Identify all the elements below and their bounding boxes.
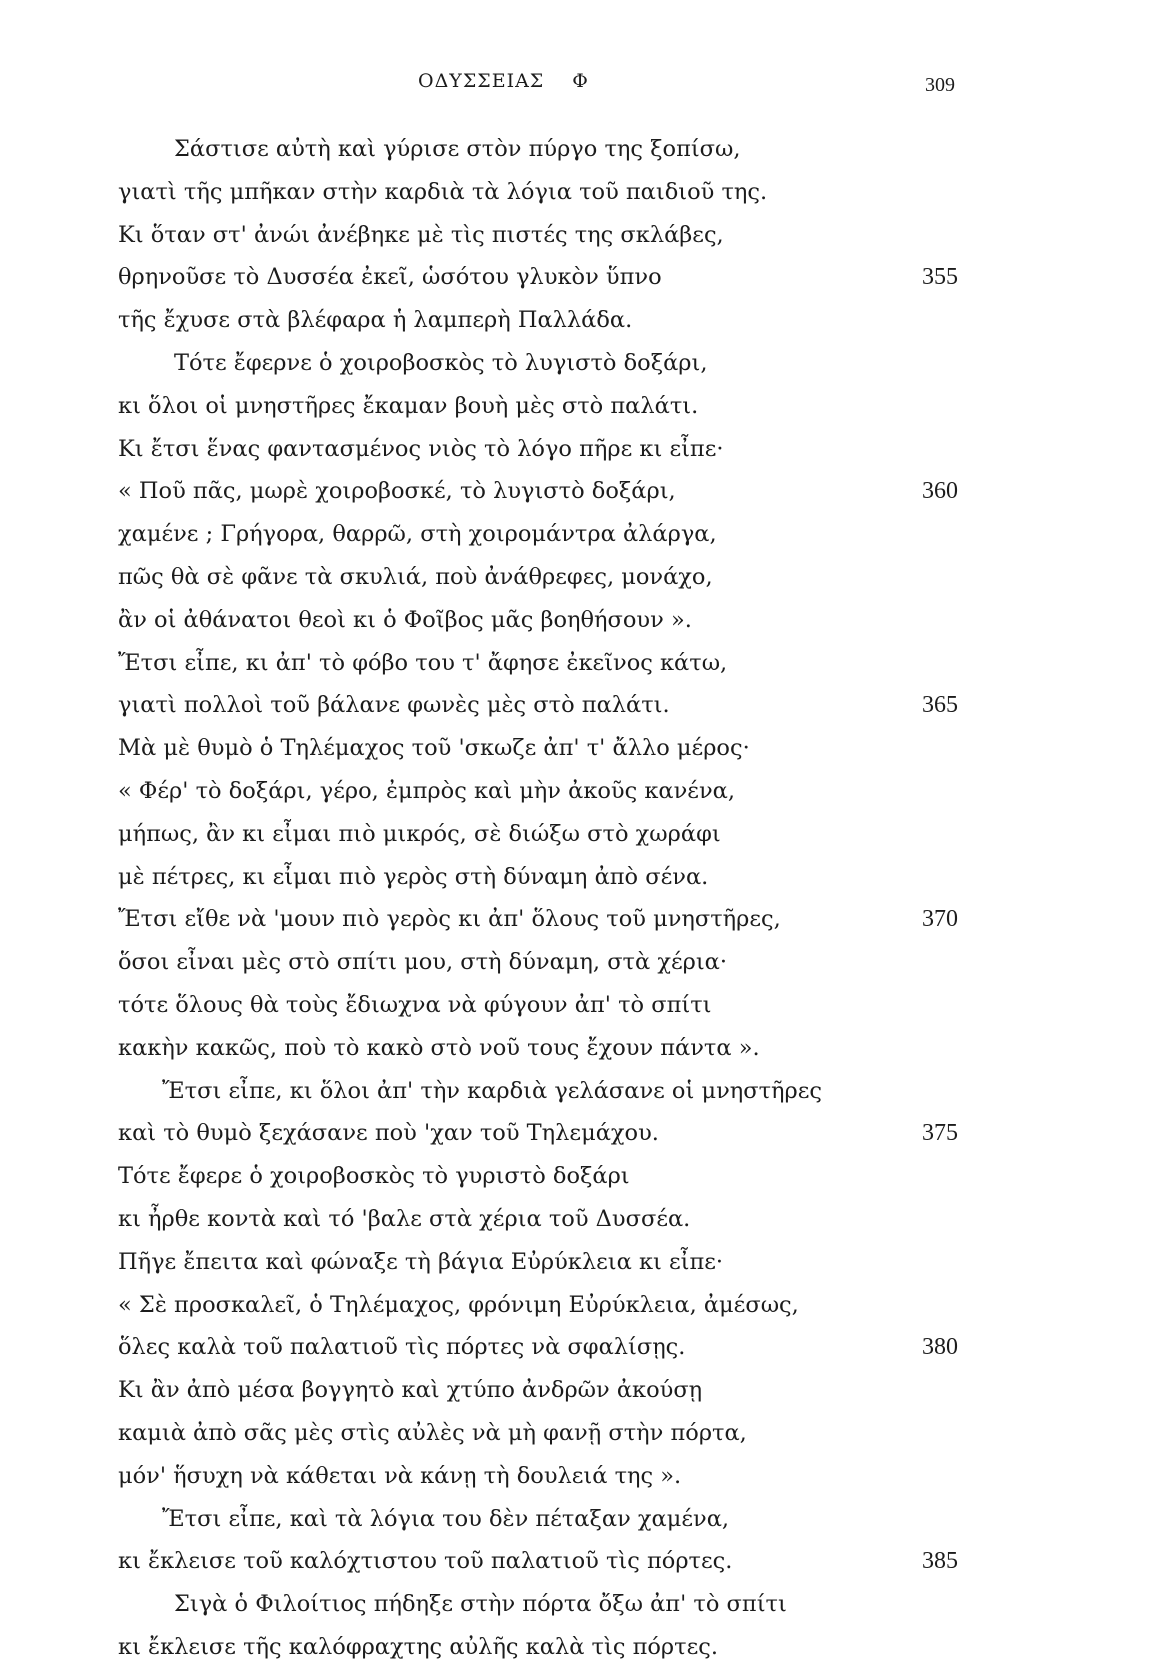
line-number: 375	[922, 1120, 958, 1147]
verse-line-text: κι ὅλοι οἱ μνηστῆρες ἔκαμαν βουὴ μὲς στὸ παλάτι.	[118, 392, 699, 419]
verse-line	[118, 1540, 958, 1583]
line-number: 360	[922, 478, 958, 505]
verse-line-text: καὶ τὸ θυμὸ ξεχάσανε ποὺ 'χαν τοῦ Τηλεμάχου.	[118, 1120, 659, 1147]
verse-line	[118, 599, 958, 642]
verse-line	[118, 1369, 958, 1412]
verse-line-text: Σιγὰ ὁ Φιλοίτιος πήδηξε στὴν πόρτα ὄξω ἀπ' τὸ σπίτι	[174, 1591, 787, 1618]
running-head	[418, 70, 589, 92]
verse-line	[118, 684, 958, 727]
verse-line-text: τότε ὅλους θὰ τοὺς ἔδιωχνα νὰ φύγουν ἀπ' τὸ σπίτι	[118, 991, 712, 1018]
verse-line	[118, 1583, 958, 1626]
verse-line	[118, 642, 958, 685]
verse-line	[118, 428, 958, 471]
verse-line-text: « Σὲ προσκαλεῖ, ὁ Τηλέμαχος, φρόνιμη Εὐρύκλεια, ἀμέσως,	[118, 1291, 799, 1318]
running-title: ΟΔΥΣΣΕΙΑΣ	[418, 70, 545, 92]
verse-line-text: ἂν οἱ ἀθάνατοι θεοὶ κι ὁ Φοῖβος μᾶς βοηθήσουν ».	[118, 606, 692, 633]
verse-line-text: Σάστισε αὐτὴ καὶ γύρισε στὸν πύργο της ξοπίσω,	[174, 136, 741, 162]
page-number: 309	[925, 74, 955, 96]
line-number: 370	[922, 906, 958, 933]
verse-line	[118, 727, 958, 770]
verse-block	[118, 128, 958, 1669]
verse-line-text: Τότε ἔφερε ὁ χοιροβοσκὸς τὸ γυριστὸ δοξάρι	[118, 1163, 630, 1190]
verse-line-text: μήπως, ἂν κι εἶμαι πιὸ μικρός, σὲ διώξω στὸ χωράφι	[118, 820, 721, 847]
verse-line-text: κι ἔκλεισε τοῦ καλόχτιστου τοῦ παλατιοῦ τὶς πόρτες.	[118, 1548, 733, 1575]
verse-line	[118, 128, 958, 171]
verse-line	[118, 770, 958, 813]
verse-line-text: γιατὶ τῆς μπῆκαν στὴν καρδιὰ τὰ λόγια τοῦ παιδιοῦ της.	[118, 178, 768, 205]
line-number: 355	[922, 264, 958, 291]
verse-line	[118, 813, 958, 856]
verse-line	[118, 513, 958, 556]
verse-line-text: « Ποῦ πᾶς, μωρὲ χοιροβοσκέ, τὸ λυγιστὸ δοξάρι,	[118, 478, 676, 505]
verse-line	[118, 856, 958, 899]
verse-line-text: Τότε ἔφερνε ὁ χοιροβοσκὸς τὸ λυγιστὸ δοξάρι,	[174, 349, 708, 376]
verse-line-text: μὲ πέτρες, κι εἶμαι πιὸ γερὸς στὴ δύναμη ἀπὸ σένα.	[118, 863, 709, 890]
verse-line-text: μόν' ἥσυχη νὰ κάθεται νὰ κάνῃ τὴ δουλειά της ».	[118, 1462, 682, 1489]
verse-line	[118, 299, 958, 342]
verse-line	[118, 1284, 958, 1327]
verse-line-text: Ἔτσι εἶπε, κι ἀπ' τὸ φόβο του τ' ἄφησε ἐκεῖνος κάτω,	[118, 649, 728, 676]
verse-line-text: Ἔτσι εἶπε, καὶ τὰ λόγια του δὲν πέταξαν χαμένα,	[162, 1505, 730, 1532]
verse-line	[118, 1155, 958, 1198]
verse-line-text: τῆς ἔχυσε στὰ βλέφαρα ἡ λαμπερὴ Παλλάδα.	[118, 307, 633, 334]
verse-line-text: χαμένε ; Γρήγορα, θαρρῶ, στὴ χοιρομάντρα ἀλάργα,	[118, 521, 717, 548]
verse-line-text: Κι ὅταν στ' ἀνώι ἀνέβηκε μὲ τὶς πιστές της σκλάβες,	[118, 221, 724, 248]
verse-line-text: γιατὶ πολλοὶ τοῦ βάλανε φωνὲς μὲς στὸ παλάτι.	[118, 692, 670, 719]
verse-line-text: Κι ἔτσι ἕνας φαντασμένος νιὸς τὸ λόγο πῆρε κι εἶπε·	[118, 435, 724, 462]
verse-line-text: ὅλες καλὰ τοῦ παλατιοῦ τὶς πόρτες νὰ σφαλίσῃς.	[118, 1334, 686, 1361]
verse-line	[118, 1241, 958, 1284]
verse-line	[118, 385, 958, 428]
line-number: 380	[922, 1334, 958, 1361]
verse-line	[118, 1198, 958, 1241]
verse-line	[118, 1498, 958, 1541]
line-number: 385	[922, 1548, 958, 1575]
verse-line	[118, 171, 958, 214]
verse-line-text: « Φέρ' τὸ δοξάρι, γέρο, ἐμπρὸς καὶ μὴν ἀκοῦς κανένα,	[118, 777, 735, 804]
verse-line-text: κακὴν κακῶς, ποὺ τὸ κακὸ στὸ νοῦ τους ἔχουν πάντα ».	[118, 1034, 760, 1061]
book-letter: Φ	[572, 70, 589, 92]
verse-line-text: Κι ἂν ἀπὸ μέσα βογγητὸ καὶ χτύπο ἀνδρῶν ἀκούσῃ	[118, 1377, 703, 1404]
verse-line-text: πῶς θὰ σὲ φᾶνε τὰ σκυλιά, ποὺ ἀνάθρεφες, μονάχο,	[118, 563, 713, 590]
verse-line	[118, 1455, 958, 1498]
verse-line	[118, 1412, 958, 1455]
verse-line-text: Μὰ μὲ θυμὸ ὁ Τηλέμαχος τοῦ 'σκωζε ἀπ' τ' ἄλλο μέρος·	[118, 735, 750, 762]
verse-line	[118, 556, 958, 599]
verse-line-text: Πῆγε ἔπειτα καὶ φώναξε τὴ βάγια Εὐρύκλεια κι εἶπε·	[118, 1248, 724, 1275]
verse-line	[118, 1112, 958, 1155]
verse-line	[118, 342, 958, 385]
verse-line	[118, 984, 958, 1027]
verse-line	[118, 941, 958, 984]
verse-line-text: κι ἔκλεισε τῆς καλόφραχτης αὐλῆς καλὰ τὶς πόρτες.	[118, 1633, 718, 1660]
verse-line	[118, 898, 958, 941]
verse-line-text: Ἔτσι εἶπε, κι ὅλοι ἀπ' τὴν καρδιὰ γελάσανε οἱ μνηστῆρες	[162, 1077, 823, 1104]
verse-line-text: Ἔτσι εἴθε νὰ 'μουν πιὸ γερὸς κι ἀπ' ὅλους τοῦ μνηστῆρες,	[118, 906, 781, 933]
verse-line-text: θρηνοῦσε τὸ Δυσσέα ἐκεῖ, ὡσότου γλυκὸν ὕπνο	[118, 264, 662, 291]
verse-line	[118, 256, 958, 299]
verse-line	[118, 470, 958, 513]
verse-line	[118, 1326, 958, 1369]
verse-line	[118, 1626, 958, 1669]
line-number: 365	[922, 692, 958, 719]
verse-line-text: καμιὰ ἀπὸ σᾶς μὲς στὶς αὐλὲς νὰ μὴ φανῇ στὴν πόρτα,	[118, 1419, 747, 1446]
verse-line	[118, 1070, 958, 1113]
verse-line-text: κι ἦρθε κοντὰ καὶ τό 'βαλε στὰ χέρια τοῦ Δυσσέα.	[118, 1205, 691, 1232]
verse-line	[118, 1027, 958, 1070]
verse-line-text: ὅσοι εἶναι μὲς στὸ σπίτι μου, στὴ δύναμη, στὰ χέρια·	[118, 949, 728, 976]
verse-line	[118, 214, 958, 257]
